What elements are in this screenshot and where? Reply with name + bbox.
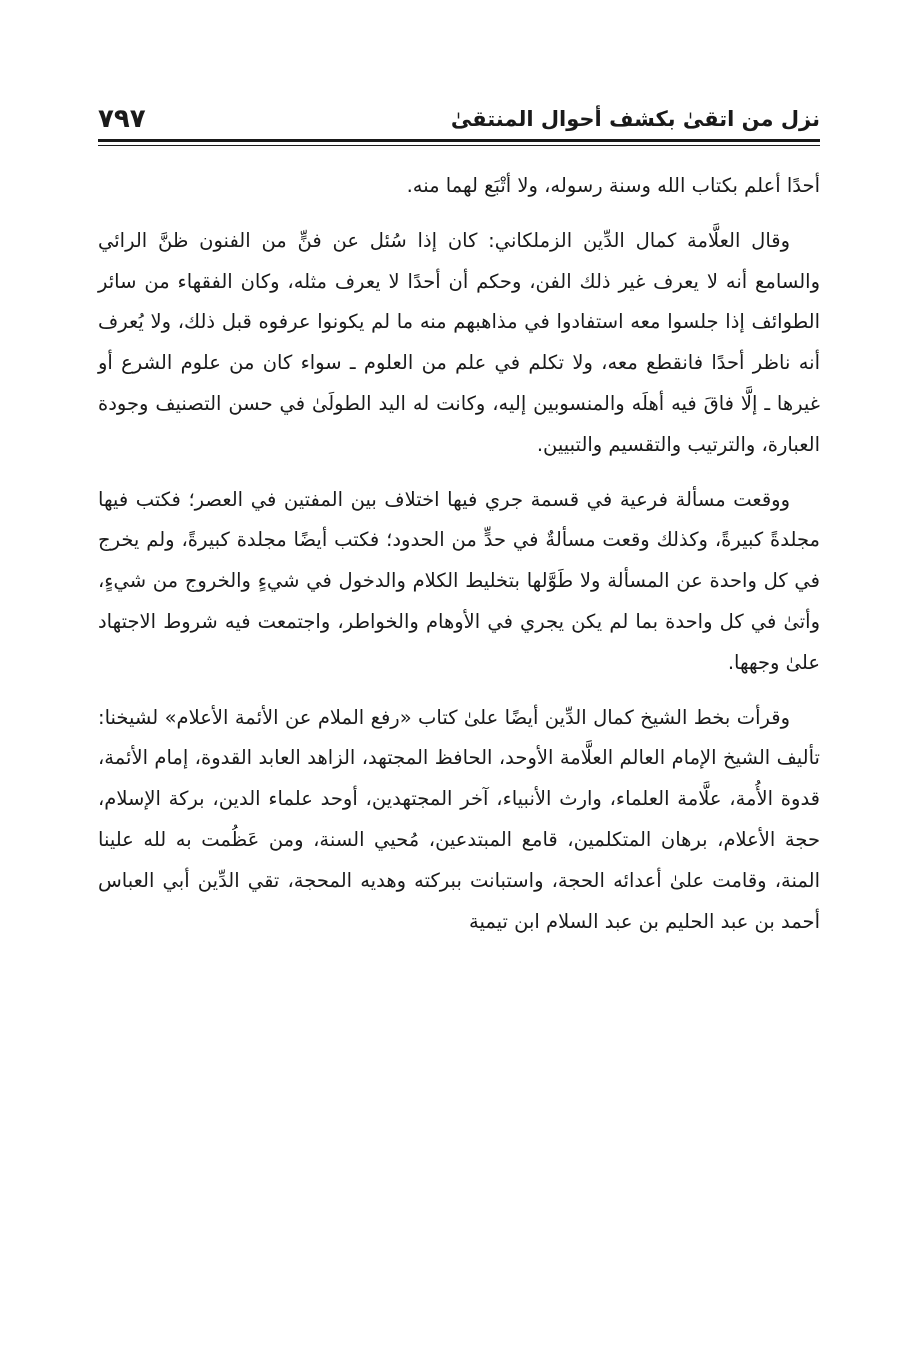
running-title: نزل من اتقىٰ بكشف أحوال المنتقىٰ: [450, 107, 820, 131]
page-number: ٧٩٧: [98, 104, 146, 134]
paragraph-4: وقرأت بخط الشيخ كمال الدِّين أيضًا علىٰ كتاب «رفع الملام عن الأئمة الأعلام» لشيخنا: تأليف الشيخ الإمام العالم العلَّامة الأوحد، الحافظ المجتهد، الزاهد العابد القدوة، إمام الأئمة، قدوة الأُمة، علَّامة العلماء، وارث الأنبياء، آخر المجتهدين، أوحد علماء الدين، بركة الإسلام، حجة الأعلام، برهان المتكلمين، قامع المبتدعين، مُحيي السنة، ومن عَظُمت به لله علينا المنة، وقامت علىٰ أعدائه الحجة، واستبانت ببركته وهديه المحجة، تقي الدِّين أبي العباس أحمد بن عبد الحليم بن عبد السلام ابن تيمية: [98, 705, 820, 933]
page-header: [98, 100, 820, 134]
paragraph-3: ووقعت مسألة فرعية في قسمة جري فيها اختلاف بين المفتين في العصر؛ فكتب فيها مجلدةً كبيرةً، وكذلك وقعت مسألةٌ في حدٍّ من الحدود؛ فكتب أيضًا مجلدة كبيرةً، ولم يخرج في كل واحدة عن المسألة ولا طَوَّلها بتخليط الكلام والدخول في شيءٍ والخروج من شيءٍ، وأتىٰ في كل واحدة بما لم يكن يجري في الأوهام والخواطر، واجتمعت فيه شروط الاجتهاد علىٰ وجهها.: [98, 487, 820, 674]
body-text: [98, 166, 820, 942]
paragraph-1: أحدًا أعلم بكتاب الله وسنة رسوله، ولا أتْبَع لهما منه.: [406, 174, 820, 197]
header-rule-thick: [98, 139, 820, 142]
paragraph-2: وقال العلَّامة كمال الدِّين الزملكاني: كان إذا سُئل عن فنٍّ من الفنون ظنَّ الرائي والسامع أنه لا يعرف غير ذلك الفن، وحكم أن أحدًا لا يعرف مثله، وكان الفقهاء من سائر الطوائف إذا جلسوا معه استفادوا في مذاهبهم منه ما لم يكونوا عرفوه قبل ذلك، ولا يُعرف أنه ناظر أحدًا فانقطع معه، ولا تكلم في علم من العلوم ـ سواء كان من علوم الشرع أو غيرها ـ إلَّا فاقَ فيه أهلَه والمنسوبين إليه، وكانت له اليد الطولَىٰ في حسن التصنيف وجودة العبارة، والترتيب والتقسيم والتبيين.: [98, 228, 820, 456]
header-rule-thin: [98, 145, 820, 146]
